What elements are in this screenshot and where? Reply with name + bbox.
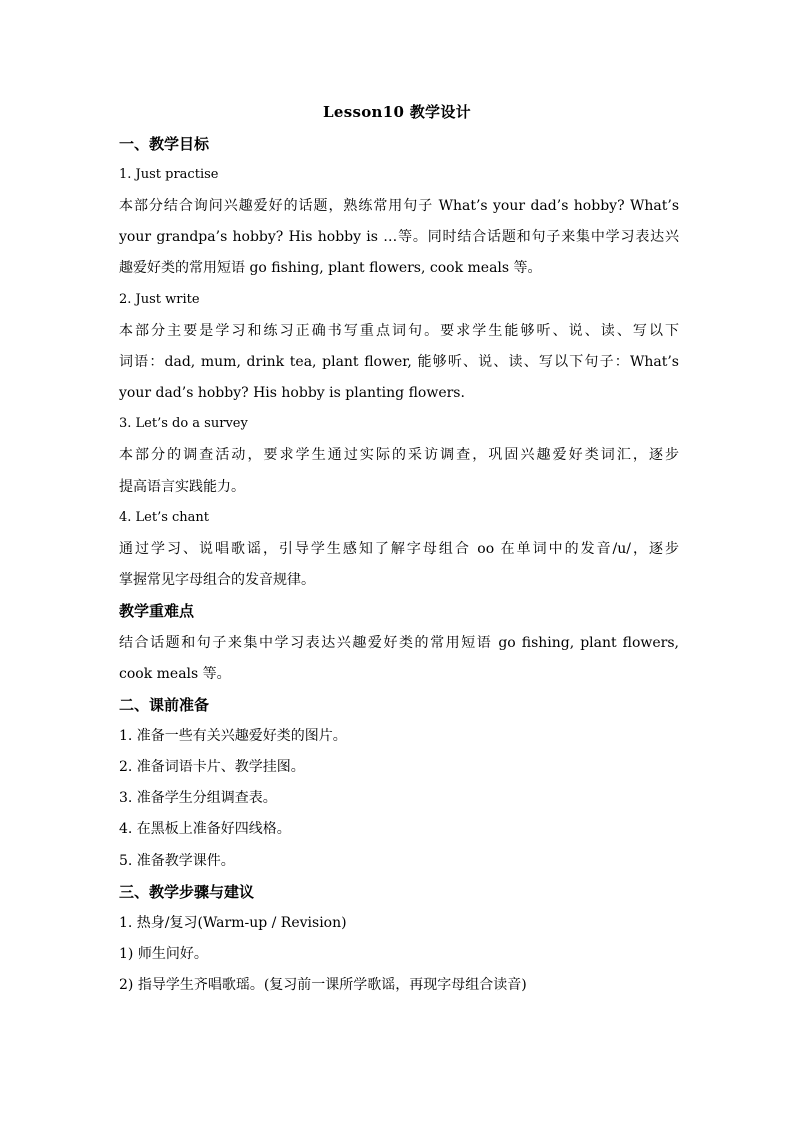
text-line: 趣爱好类的常用短语 go fishing, plant flowers, cook meals 等。 <box>119 260 542 276</box>
text-line: 1) 师生问好。 <box>119 946 208 962</box>
text-line: 本部分主要是学习和练习正确书写重点词句。要求学生能够听、说、读、写以下 <box>119 323 679 339</box>
text-line: 本部分结合询问兴趣爱好的话题，熟练常用句子 What’s your dad’s hobby? What’s <box>119 198 679 214</box>
text-line: 5. 准备教学课件。 <box>119 853 235 869</box>
section-heading: 一、教学目标 <box>119 135 210 153</box>
text-line: 3. 准备学生分组调查表。 <box>119 790 277 806</box>
text-line: 4. Let’s chant <box>119 510 210 525</box>
text-line: 结合话题和句子来集中学习表达兴趣爱好类的常用短语 go fishing, plant flowers, <box>119 635 679 651</box>
text-line: your dad’s hobby? His hobby is planting flowers. <box>119 385 465 401</box>
text-line: 1. Just practise <box>119 167 219 182</box>
section-heading: 二、课前准备 <box>119 696 210 714</box>
text-line: 提高语言实践能力。 <box>119 479 245 495</box>
text-line: 1. 准备一些有关兴趣爱好类的图片。 <box>119 728 347 744</box>
text-line: 4. 在黑板上准备好四线格。 <box>119 821 291 837</box>
text-line: 2. 准备词语卡片、教学挂图。 <box>119 759 305 775</box>
text-line: 本部分的调查活动，要求学生通过实际的采访调查，巩固兴趣爱好类词汇，逐步 <box>119 447 679 463</box>
text-line: cook meals 等。 <box>119 666 231 682</box>
text-line: 词语：dad, mum, drink tea, plant flower, 能够听、说、读、写以下句子：What’s <box>119 354 679 370</box>
text-line: 3. Let’s do a survey <box>119 416 248 431</box>
text-line: your grandpa’s hobby? His hobby is …等。同时结合话题和句子来集中学习表达兴 <box>119 229 679 245</box>
document-title: Lesson10 教学设计 <box>323 103 471 121</box>
section-heading: 三、教学步骤与建议 <box>119 883 255 901</box>
text-line: 2) 指导学生齐唱歌瑶。(复习前一课所学歌谣，再现字母组合读音) <box>119 977 527 993</box>
text-line: 2. Just write <box>119 292 200 307</box>
text-line: 1. 热身/复习(Warm-up / Revision) <box>119 915 347 931</box>
text-line: 掌握常见字母组合的发音规律。 <box>119 572 315 588</box>
text-line: 通过学习、说唱歌谣，引导学生感知了解字母组合 oo 在单词中的发音/u/，逐步 <box>119 541 679 557</box>
section-heading: 教学重难点 <box>119 602 195 620</box>
